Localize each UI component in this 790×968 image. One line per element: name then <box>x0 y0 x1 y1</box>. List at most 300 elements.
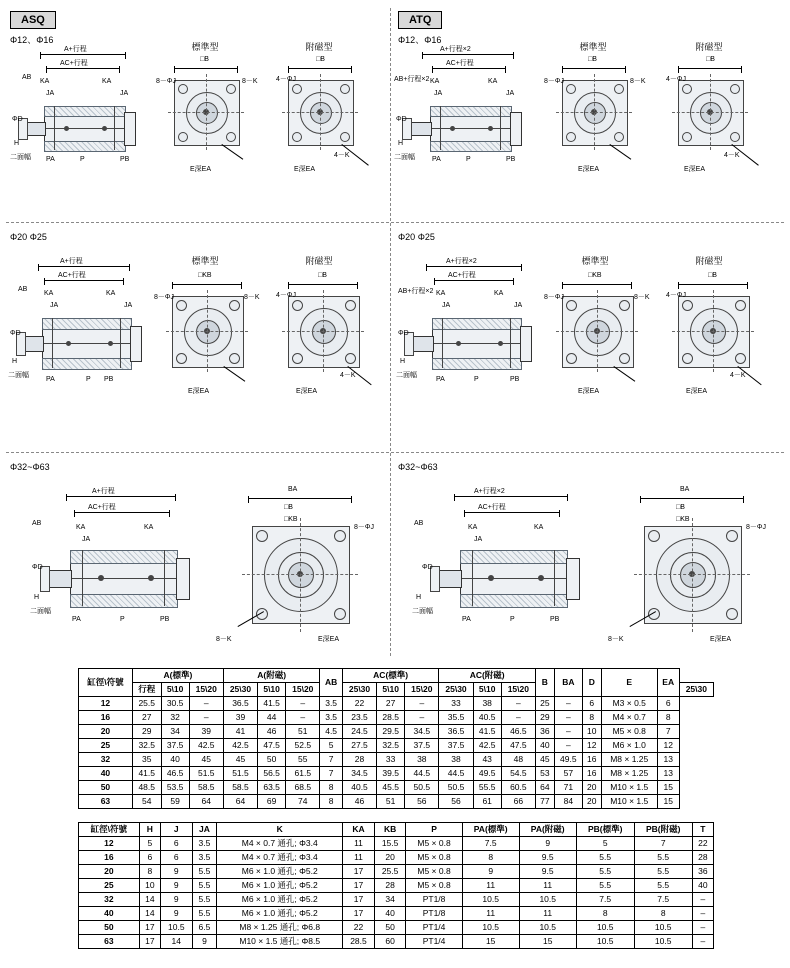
table-cell: 8 <box>320 781 343 795</box>
table-cell: 9 <box>519 837 576 851</box>
table-cell: 45.5 <box>377 781 405 795</box>
table-row <box>79 935 714 949</box>
row-bore-size: 20 <box>79 865 140 879</box>
row-bore-size: 16 <box>79 711 133 725</box>
table-cell: 37.5 <box>405 739 439 753</box>
table-cell: – <box>189 711 223 725</box>
table-cell: 71 <box>554 781 582 795</box>
table-cell: 54.5 <box>501 767 535 781</box>
table-cell: 22 <box>343 921 375 935</box>
table-cell: 45 <box>535 753 554 767</box>
dimension-table-1 <box>78 668 714 809</box>
table-cell: 8 <box>139 865 160 879</box>
table-cell: 6 <box>582 697 601 711</box>
table-cell: 48 <box>501 753 535 767</box>
panel-sub-atq-20-25: Φ20 Φ25 <box>398 232 435 242</box>
table-cell: 40.5 <box>473 711 501 725</box>
table-cell: 12 <box>582 739 601 753</box>
t2-h-12: T <box>692 823 713 837</box>
table-cell: – <box>189 697 223 711</box>
table-cell: M8 × 1.25 <box>601 753 657 767</box>
table-cell: 47.5 <box>258 739 286 753</box>
table-cell: 4.5 <box>320 725 343 739</box>
table-cell: 58.5 <box>223 781 257 795</box>
table-cell: 32.5 <box>377 739 405 753</box>
t1-h-a-std: A(標準) <box>132 669 223 683</box>
table-cell: 50.5 <box>405 781 439 795</box>
table-cell: 40 <box>161 753 189 767</box>
table-cell: 41 <box>223 725 257 739</box>
table-cell: 10.5 <box>576 921 634 935</box>
table-cell: M10 × 1.5 通孔; Φ8.5 <box>217 935 343 949</box>
t2-h-7: P <box>406 823 462 837</box>
table-cell: 58.5 <box>189 781 223 795</box>
table-cell: 57 <box>554 767 582 781</box>
table-cell: 48.5 <box>132 781 161 795</box>
table-cell: M3 × 0.5 <box>601 697 657 711</box>
table-cell: 10.5 <box>634 921 692 935</box>
panel-atq-12-16 <box>394 10 778 215</box>
table-cell: 56 <box>405 795 439 809</box>
table-row <box>79 725 714 739</box>
table-cell: 5.5 <box>634 879 692 893</box>
table-cell: 6 <box>657 697 679 711</box>
table-cell: 56 <box>439 795 473 809</box>
table-cell: 9 <box>160 865 192 879</box>
table-cell: 59 <box>161 795 189 809</box>
table-cell: M5 × 0.8 <box>406 879 462 893</box>
t1-h-d: D <box>582 669 601 697</box>
table-cell: 6 <box>160 837 192 851</box>
table-cell: 13 <box>657 767 679 781</box>
t1-h2-6: 25\30 <box>342 683 376 697</box>
table-cell: 8 <box>576 907 634 921</box>
table-cell: 49.5 <box>554 753 582 767</box>
table-cell: 10.5 <box>634 935 692 949</box>
table-cell: 3.5 <box>320 697 343 711</box>
table-cell: 17 <box>343 893 375 907</box>
table-cell: 27 <box>132 711 161 725</box>
table-cell: 5 <box>320 739 343 753</box>
table-cell: 17 <box>343 879 375 893</box>
table-cell: PT1/8 <box>406 907 462 921</box>
table-cell: 29.5 <box>377 725 405 739</box>
table-cell: 41.5 <box>258 697 286 711</box>
table-cell: 35 <box>132 753 161 767</box>
table-cell: 9 <box>462 865 519 879</box>
table-cell: M4 × 0.7 <box>601 711 657 725</box>
table-cell: M4 × 0.7 通孔; Φ3.4 <box>217 837 343 851</box>
table-cell: 64 <box>223 795 257 809</box>
table-cell: 16 <box>582 753 601 767</box>
end-view-magnetic-atq-20-25: 附磁型 □B 4－ΦJ 4－K E深EA <box>662 254 774 419</box>
table-cell: 9 <box>160 893 192 907</box>
table-cell: 74 <box>286 795 320 809</box>
row-bore-size: 20 <box>79 725 133 739</box>
table-cell: 20 <box>374 851 406 865</box>
panel-asq-32-63 <box>10 462 384 652</box>
table-cell: M8 × 1.25 通孔; Φ6.8 <box>217 921 343 935</box>
table-cell: 9 <box>192 935 217 949</box>
row-bore-size: 12 <box>79 697 133 711</box>
table-cell: 61.5 <box>286 767 320 781</box>
t1-h2-11: 15\20 <box>501 683 535 697</box>
table-cell: – <box>286 697 320 711</box>
table-cell: M6 × 1.0 <box>601 739 657 753</box>
table-cell: 5 <box>576 837 634 851</box>
table-cell: 24.5 <box>342 725 376 739</box>
table-row <box>79 711 714 725</box>
t1-h-bore: 缸徑\符號 <box>79 669 133 697</box>
table-row <box>79 795 714 809</box>
table-cell: 38 <box>473 697 501 711</box>
end-view-atq-32-63: BA □B □KB 8－ΦJ 8－K E深EA <box>608 486 766 643</box>
table-row <box>79 865 714 879</box>
table-cell: 37.5 <box>161 739 189 753</box>
table-cell: 46 <box>258 725 286 739</box>
table-cell: – <box>286 711 320 725</box>
table-cell: M6 × 1.0 通孔; Φ5.2 <box>217 865 343 879</box>
table-row <box>79 851 714 865</box>
table-cell: 28 <box>342 753 376 767</box>
table-cell: 11 <box>519 907 576 921</box>
table-cell: 25.5 <box>132 697 161 711</box>
t1-h-a-mag: A(附磁) <box>223 669 320 683</box>
row-bore-size: 32 <box>79 893 140 907</box>
table-cell: 36.5 <box>439 725 473 739</box>
table-cell: 36 <box>535 725 554 739</box>
end-view-standard-asq: 標準型 □B 8－ΦJ 8－K E深EA <box>156 42 258 173</box>
table-cell: – <box>554 697 582 711</box>
table-cell: 28 <box>692 851 713 865</box>
t2-h-3: JA <box>192 823 217 837</box>
table-cell: M10 × 1.5 <box>601 795 657 809</box>
table-cell: 27.5 <box>342 739 376 753</box>
table-cell: 55.5 <box>473 781 501 795</box>
table-cell: 5.5 <box>192 893 217 907</box>
table-cell: 22 <box>342 697 376 711</box>
table-cell: 17 <box>343 865 375 879</box>
table-cell: 50 <box>374 921 406 935</box>
table-cell: 60.5 <box>501 781 535 795</box>
table-cell: 5.5 <box>576 851 634 865</box>
table-cell: 10.5 <box>519 921 576 935</box>
table-cell: 5.5 <box>192 879 217 893</box>
table-cell: 29 <box>535 711 554 725</box>
table-cell: 63.5 <box>258 781 286 795</box>
table-cell: 51 <box>377 795 405 809</box>
table-cell: 7 <box>657 725 679 739</box>
table-cell: 10 <box>582 725 601 739</box>
table-cell: 35.5 <box>439 711 473 725</box>
table-cell: M8 × 1.25 <box>601 767 657 781</box>
table-cell: 5.5 <box>634 851 692 865</box>
table-cell: 33 <box>439 697 473 711</box>
vertical-divider <box>390 8 391 656</box>
table-cell: 22 <box>692 837 713 851</box>
table-cell: 38 <box>405 753 439 767</box>
t1-h-ba: BA <box>554 669 582 697</box>
t1-h-e: E <box>601 669 657 697</box>
horizontal-divider-1 <box>6 222 784 223</box>
table-cell: 9.5 <box>519 865 576 879</box>
table-cell: 9 <box>160 879 192 893</box>
table-cell: 42.5 <box>189 739 223 753</box>
table-cell: 60 <box>374 935 406 949</box>
table-cell: 52.5 <box>286 739 320 753</box>
table-cell: 44.5 <box>405 767 439 781</box>
table-row <box>79 767 714 781</box>
table-cell: 5.5 <box>576 865 634 879</box>
table-cell: 16 <box>582 767 601 781</box>
table-row <box>79 781 714 795</box>
dim-a-stroke <box>40 54 126 55</box>
t2-h-9: PA(附磁) <box>519 823 576 837</box>
table-cell: 50 <box>258 753 286 767</box>
end-view-asq-32-63: BA □B □KB 8－ΦJ 8－K E深EA <box>216 486 374 643</box>
table-cell: 17 <box>139 921 160 935</box>
table-cell: 84 <box>554 795 582 809</box>
table-cell: 29 <box>132 725 161 739</box>
table-cell: 45 <box>223 753 257 767</box>
t1-h2-12: 25\30 <box>679 683 713 697</box>
table-cell: – <box>554 725 582 739</box>
table-cell: 66 <box>501 795 535 809</box>
row-bore-size: 25 <box>79 739 133 753</box>
table-cell: PT1/4 <box>406 935 462 949</box>
t2-h-10: PB(標準) <box>576 823 634 837</box>
table-cell: 43 <box>473 753 501 767</box>
table-cell: 14 <box>139 907 160 921</box>
table-cell: – <box>692 935 713 949</box>
table-cell: 39 <box>223 711 257 725</box>
table-cell: 14 <box>139 893 160 907</box>
table-cell: 3.5 <box>320 711 343 725</box>
table-cell: 11 <box>343 851 375 865</box>
t1-h2-8: 15\20 <box>405 683 439 697</box>
table-cell: – <box>692 921 713 935</box>
panel-sub-atq: Φ12、Φ16 <box>398 35 442 45</box>
table-cell: 9.5 <box>519 851 576 865</box>
table-cell: 33 <box>377 753 405 767</box>
panel-asq-20-25 <box>10 232 384 442</box>
t1-h2-4: 5\10 <box>258 683 286 697</box>
table-cell: – <box>501 697 535 711</box>
table-cell: 39.5 <box>377 767 405 781</box>
table-cell: 32.5 <box>132 739 161 753</box>
table-cell: – <box>405 697 439 711</box>
row-bore-size: 40 <box>79 907 140 921</box>
t2-h-8: PA(標準) <box>462 823 519 837</box>
side-view-atq-32-63: AB A+行程×2 AC+行程 KA KA JA ΦD H 二面幅 PA P PB <box>412 486 608 646</box>
table-cell: 5.5 <box>192 907 217 921</box>
table-cell: 9 <box>160 907 192 921</box>
table-cell: 49.5 <box>473 767 501 781</box>
table-cell: 36.5 <box>223 697 257 711</box>
table-cell: 6 <box>139 851 160 865</box>
table-cell: 14 <box>160 935 192 949</box>
table-cell: 5.5 <box>192 865 217 879</box>
table-cell: 54 <box>132 795 161 809</box>
row-bore-size: 12 <box>79 837 140 851</box>
table-cell: 20 <box>582 795 601 809</box>
table-cell: 10.5 <box>462 893 519 907</box>
table-row <box>79 697 714 711</box>
table-cell: 68.5 <box>286 781 320 795</box>
table-cell: 61 <box>473 795 501 809</box>
table-cell: 11 <box>343 837 375 851</box>
table-cell: 46.5 <box>161 767 189 781</box>
table-cell: 15 <box>519 935 576 949</box>
table-cell: 51.5 <box>223 767 257 781</box>
table-cell: – <box>405 711 439 725</box>
table-cell: 3.5 <box>192 851 217 865</box>
table-cell: 6 <box>160 851 192 865</box>
panel-atq-20-25 <box>398 232 778 442</box>
table-cell: 32 <box>161 711 189 725</box>
table-cell: 15 <box>657 781 679 795</box>
table-cell: – <box>692 893 713 907</box>
side-view-asq-32-63: AB A+行程 AC+行程 KA KA JA ΦD H 二面幅 PA P PB <box>26 486 216 646</box>
end-view-standard-atq-20-25: 標準型 □KB 8－ΦJ 8－K E深EA <box>544 256 650 395</box>
table-cell: 42.5 <box>473 739 501 753</box>
table-cell: 17 <box>343 907 375 921</box>
row-bore-size: 50 <box>79 781 133 795</box>
t2-h-5: KA <box>343 823 375 837</box>
table-cell: 40.5 <box>342 781 376 795</box>
panel-sub-atq-32-63: Φ32~Φ63 <box>398 462 438 472</box>
table1-header-row-1 <box>79 669 714 683</box>
row-bore-size: 63 <box>79 935 140 949</box>
horizontal-divider-2 <box>6 452 784 453</box>
table-cell: 51.5 <box>189 767 223 781</box>
table-cell: 34 <box>374 893 406 907</box>
table-cell: 28.5 <box>377 711 405 725</box>
table-cell: 56.5 <box>258 767 286 781</box>
side-view-atq-20-25: AB+行程×2 A+行程×2 AC+行程 KA KA JA JA ΦD H 二面幅 PA P PB <box>398 258 554 418</box>
table-cell: 7 <box>320 767 343 781</box>
table-cell: 10.5 <box>160 921 192 935</box>
table-cell: 12 <box>657 739 679 753</box>
table-cell: M4 × 0.7 通孔; Φ3.4 <box>217 851 343 865</box>
t2-h-2: J <box>160 823 192 837</box>
table-cell: 15 <box>462 935 519 949</box>
panel-sub-asq-32-63: Φ32~Φ63 <box>10 462 50 472</box>
table-row <box>79 837 714 851</box>
table-cell: 7.5 <box>462 837 519 851</box>
table-cell: 55 <box>286 753 320 767</box>
table-cell: 7 <box>320 753 343 767</box>
table-cell: 40 <box>535 739 554 753</box>
table-cell: 30.5 <box>161 697 189 711</box>
table-cell: 8 <box>582 711 601 725</box>
table-cell: 15.5 <box>374 837 406 851</box>
table-cell: 27 <box>377 697 405 711</box>
row-bore-size: 25 <box>79 879 140 893</box>
end-view-magnetic-asq: 附磁型 □B 4－ΦJ 4－K E深EA <box>272 40 382 200</box>
panel-title-atq: ATQ <box>398 11 442 29</box>
table-cell: 45 <box>189 753 223 767</box>
table-cell: 34.5 <box>405 725 439 739</box>
table-cell: 10 <box>139 879 160 893</box>
table-cell: 36 <box>692 865 713 879</box>
table-cell: 37.5 <box>439 739 473 753</box>
table-cell: – <box>554 739 582 753</box>
table-cell: 7.5 <box>634 893 692 907</box>
side-view-atq: AB+行程×2 A+行程×2 AC+行程 KA KA JA JA ΦD H 二面幅 PA P PB <box>396 48 546 198</box>
table-cell: 40 <box>692 879 713 893</box>
table-cell: M6 × 1.0 通孔; Φ5.2 <box>217 893 343 907</box>
table-cell: 40 <box>374 907 406 921</box>
table-cell: 3.5 <box>192 837 217 851</box>
t1-h-b: B <box>535 669 554 697</box>
panel-sub-asq-20-25: Φ20 Φ25 <box>10 232 47 242</box>
table-cell: 8 <box>320 795 343 809</box>
table-cell: 47.5 <box>501 739 535 753</box>
table-cell: 69 <box>258 795 286 809</box>
t2-h-11: PB(附磁) <box>634 823 692 837</box>
table-cell: M6 × 1.0 通孔; Φ5.2 <box>217 879 343 893</box>
table-cell: – <box>554 711 582 725</box>
table-cell: 51 <box>286 725 320 739</box>
table-row <box>79 921 714 935</box>
t2-h-1: H <box>139 823 160 837</box>
table-cell: 53 <box>535 767 554 781</box>
t1-h2-0: 行程 <box>132 683 161 697</box>
panel-asq-12-16 <box>10 10 384 215</box>
table-cell: 11 <box>519 879 576 893</box>
t1-h-ab: AB <box>320 669 343 697</box>
table-cell: 46.5 <box>501 725 535 739</box>
end-view-standard-atq: 標準型 □B 8－ΦJ 8－K E深EA <box>544 42 646 173</box>
t1-h-ea: EA <box>657 669 679 697</box>
table-cell: 10.5 <box>576 935 634 949</box>
end-view-magnetic-atq: 附磁型 □B 4－ΦJ 4－K E深EA <box>660 40 772 200</box>
table-cell: 34 <box>161 725 189 739</box>
table-cell: 11 <box>462 879 519 893</box>
table-cell: 8 <box>657 711 679 725</box>
table-cell: – <box>692 907 713 921</box>
table-cell: – <box>501 711 535 725</box>
t1-h2-9: 25\30 <box>439 683 473 697</box>
table-cell: 77 <box>535 795 554 809</box>
table-cell: M6 × 1.0 通孔; Φ5.2 <box>217 907 343 921</box>
end-view-magnetic-asq-20-25: 附磁型 □B 4－ΦJ 4－K E深EA <box>272 254 384 419</box>
t2-h-0: 缸徑\符號 <box>79 823 140 837</box>
table-cell: M5 × 0.8 <box>601 725 657 739</box>
table2-header-row <box>79 823 714 837</box>
t1-h2-2: 15\20 <box>189 683 223 697</box>
t2-h-6: KB <box>374 823 406 837</box>
table-cell: 8 <box>462 851 519 865</box>
t1-h2-7: 5\10 <box>377 683 405 697</box>
table-cell: M5 × 0.8 <box>406 865 462 879</box>
table-cell: 13 <box>657 753 679 767</box>
table-cell: 28.5 <box>343 935 375 949</box>
table-row <box>79 893 714 907</box>
t1-h-ac-mag: AC(附磁) <box>439 669 536 683</box>
t2-h-4: K <box>217 823 343 837</box>
table-cell: PT1/8 <box>406 893 462 907</box>
table-cell: M5 × 0.8 <box>406 837 462 851</box>
table-cell: 6.5 <box>192 921 217 935</box>
table-cell: 5.5 <box>576 879 634 893</box>
table-cell: PT1/4 <box>406 921 462 935</box>
table-cell: 50.5 <box>439 781 473 795</box>
table-cell: M5 × 0.8 <box>406 851 462 865</box>
table-cell: 44 <box>258 711 286 725</box>
table-cell: 25.5 <box>374 865 406 879</box>
